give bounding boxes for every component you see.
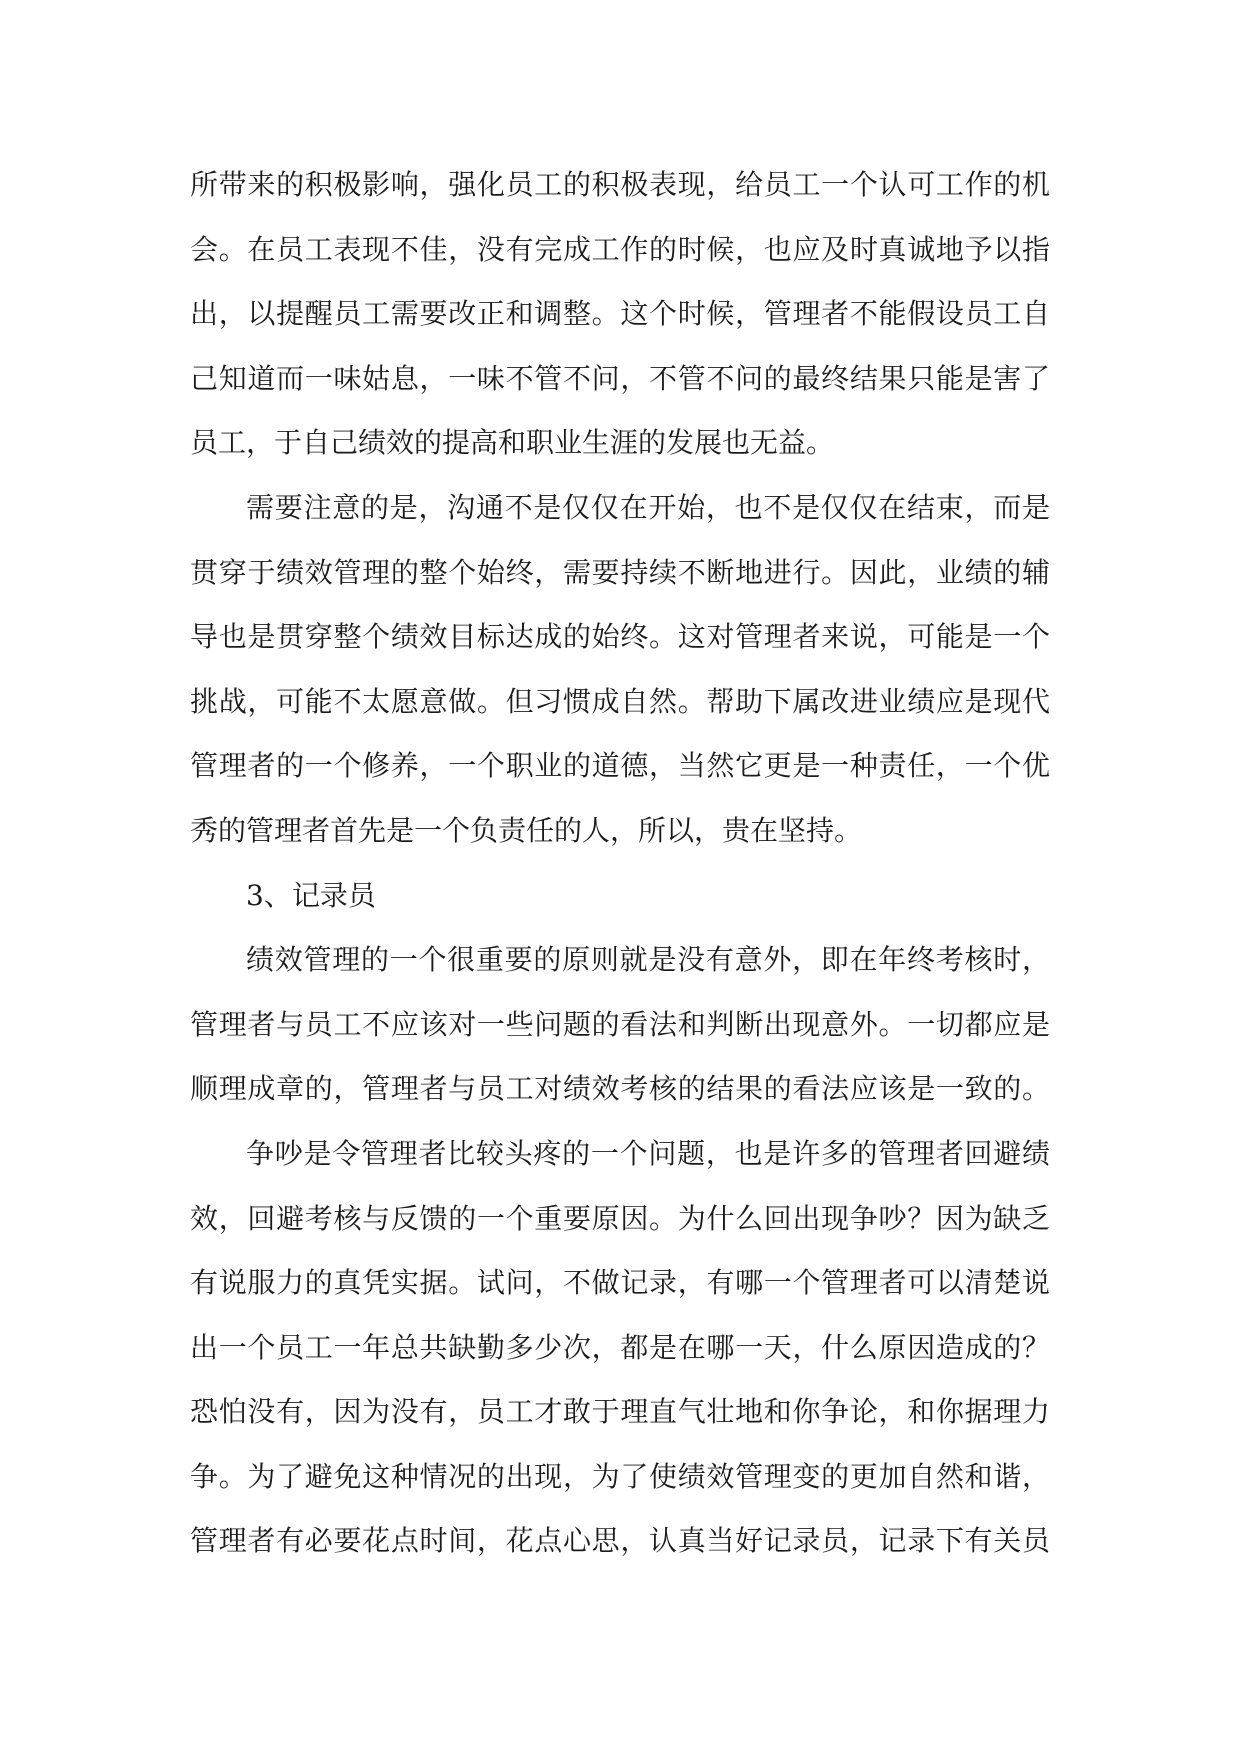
text-line: 会。在员工表现不佳，没有完成工作的时候，也应及时真诚地予以指	[190, 232, 1050, 266]
text-line: 需要注意的是，沟通不是仅仅在开始，也不是仅仅在结束，而是	[246, 490, 1050, 524]
text-line: 所带来的积极影响，强化员工的积极表现，给员工一个认可工作的机	[190, 168, 1050, 201]
text-line: 顺理成章的，管理者与员工对绩效考核的结果的看法应该是一致的。	[190, 1072, 1050, 1106]
text-line: 管理者与员工不应该对一些问题的看法和判断出现意外。一切都应是	[190, 1007, 1050, 1041]
text-line: 争。为了避免这种情况的出现，为了使绩效管理变的更加自然和谐，	[190, 1459, 1050, 1493]
text-line: 挑战，可能不太愿意做。但习惯成自然。帮助下属改进业绩应是现代	[190, 684, 1050, 718]
text-line: 出，以提醒员工需要改正和调整。这个时候，管理者不能假设员工自	[190, 297, 1050, 331]
text-line: 有说服力的真凭实据。试问，不做记录，有哪一个管理者可以清楚说	[190, 1266, 1050, 1300]
text-line: 导也是贯穿整个绩效目标达成的始终。这对管理者来说，可能是一个	[190, 620, 1050, 654]
document-body	[190, 153, 1050, 1574]
text-line: 绩效管理的一个很重要的原则就是没有意外，即在年终考核时，	[246, 943, 1050, 977]
text-line: 秀的管理者首先是一个负责任的人，所以，贵在坚持。	[190, 813, 863, 847]
text-line: 恐怕没有，因为没有，员工才敢于理直气壮地和你争论，和你据理力	[190, 1395, 1050, 1429]
text-line: 己知道而一味姑息，一味不管不问，不管不问的最终结果只能是害了	[190, 361, 1050, 395]
text-line: 管理者的一个修养，一个职业的道德，当然它更是一种责任，一个优	[190, 749, 1050, 783]
text-line: 争吵是令管理者比较头疼的一个问题，也是许多的管理者回避绩	[246, 1136, 1050, 1170]
text-line: 出一个员工一年总共缺勤多少次，都是在哪一天，什么原因造成的？	[190, 1330, 1050, 1364]
section-heading: 3、记录员	[246, 878, 376, 912]
text-line: 管理者有必要花点时间，花点心思，认真当好记录员，记录下有关员	[190, 1524, 1050, 1558]
text-line: 员工，于自己绩效的提高和职业生涯的发展也无益。	[190, 426, 835, 460]
text-line: 效，回避考核与反馈的一个重要原因。为什么回出现争吵？因为缺乏	[190, 1201, 1050, 1235]
text-line: 贯穿于绩效管理的整个始终，需要持续不断地进行。因此，业绩的辅	[190, 555, 1050, 589]
